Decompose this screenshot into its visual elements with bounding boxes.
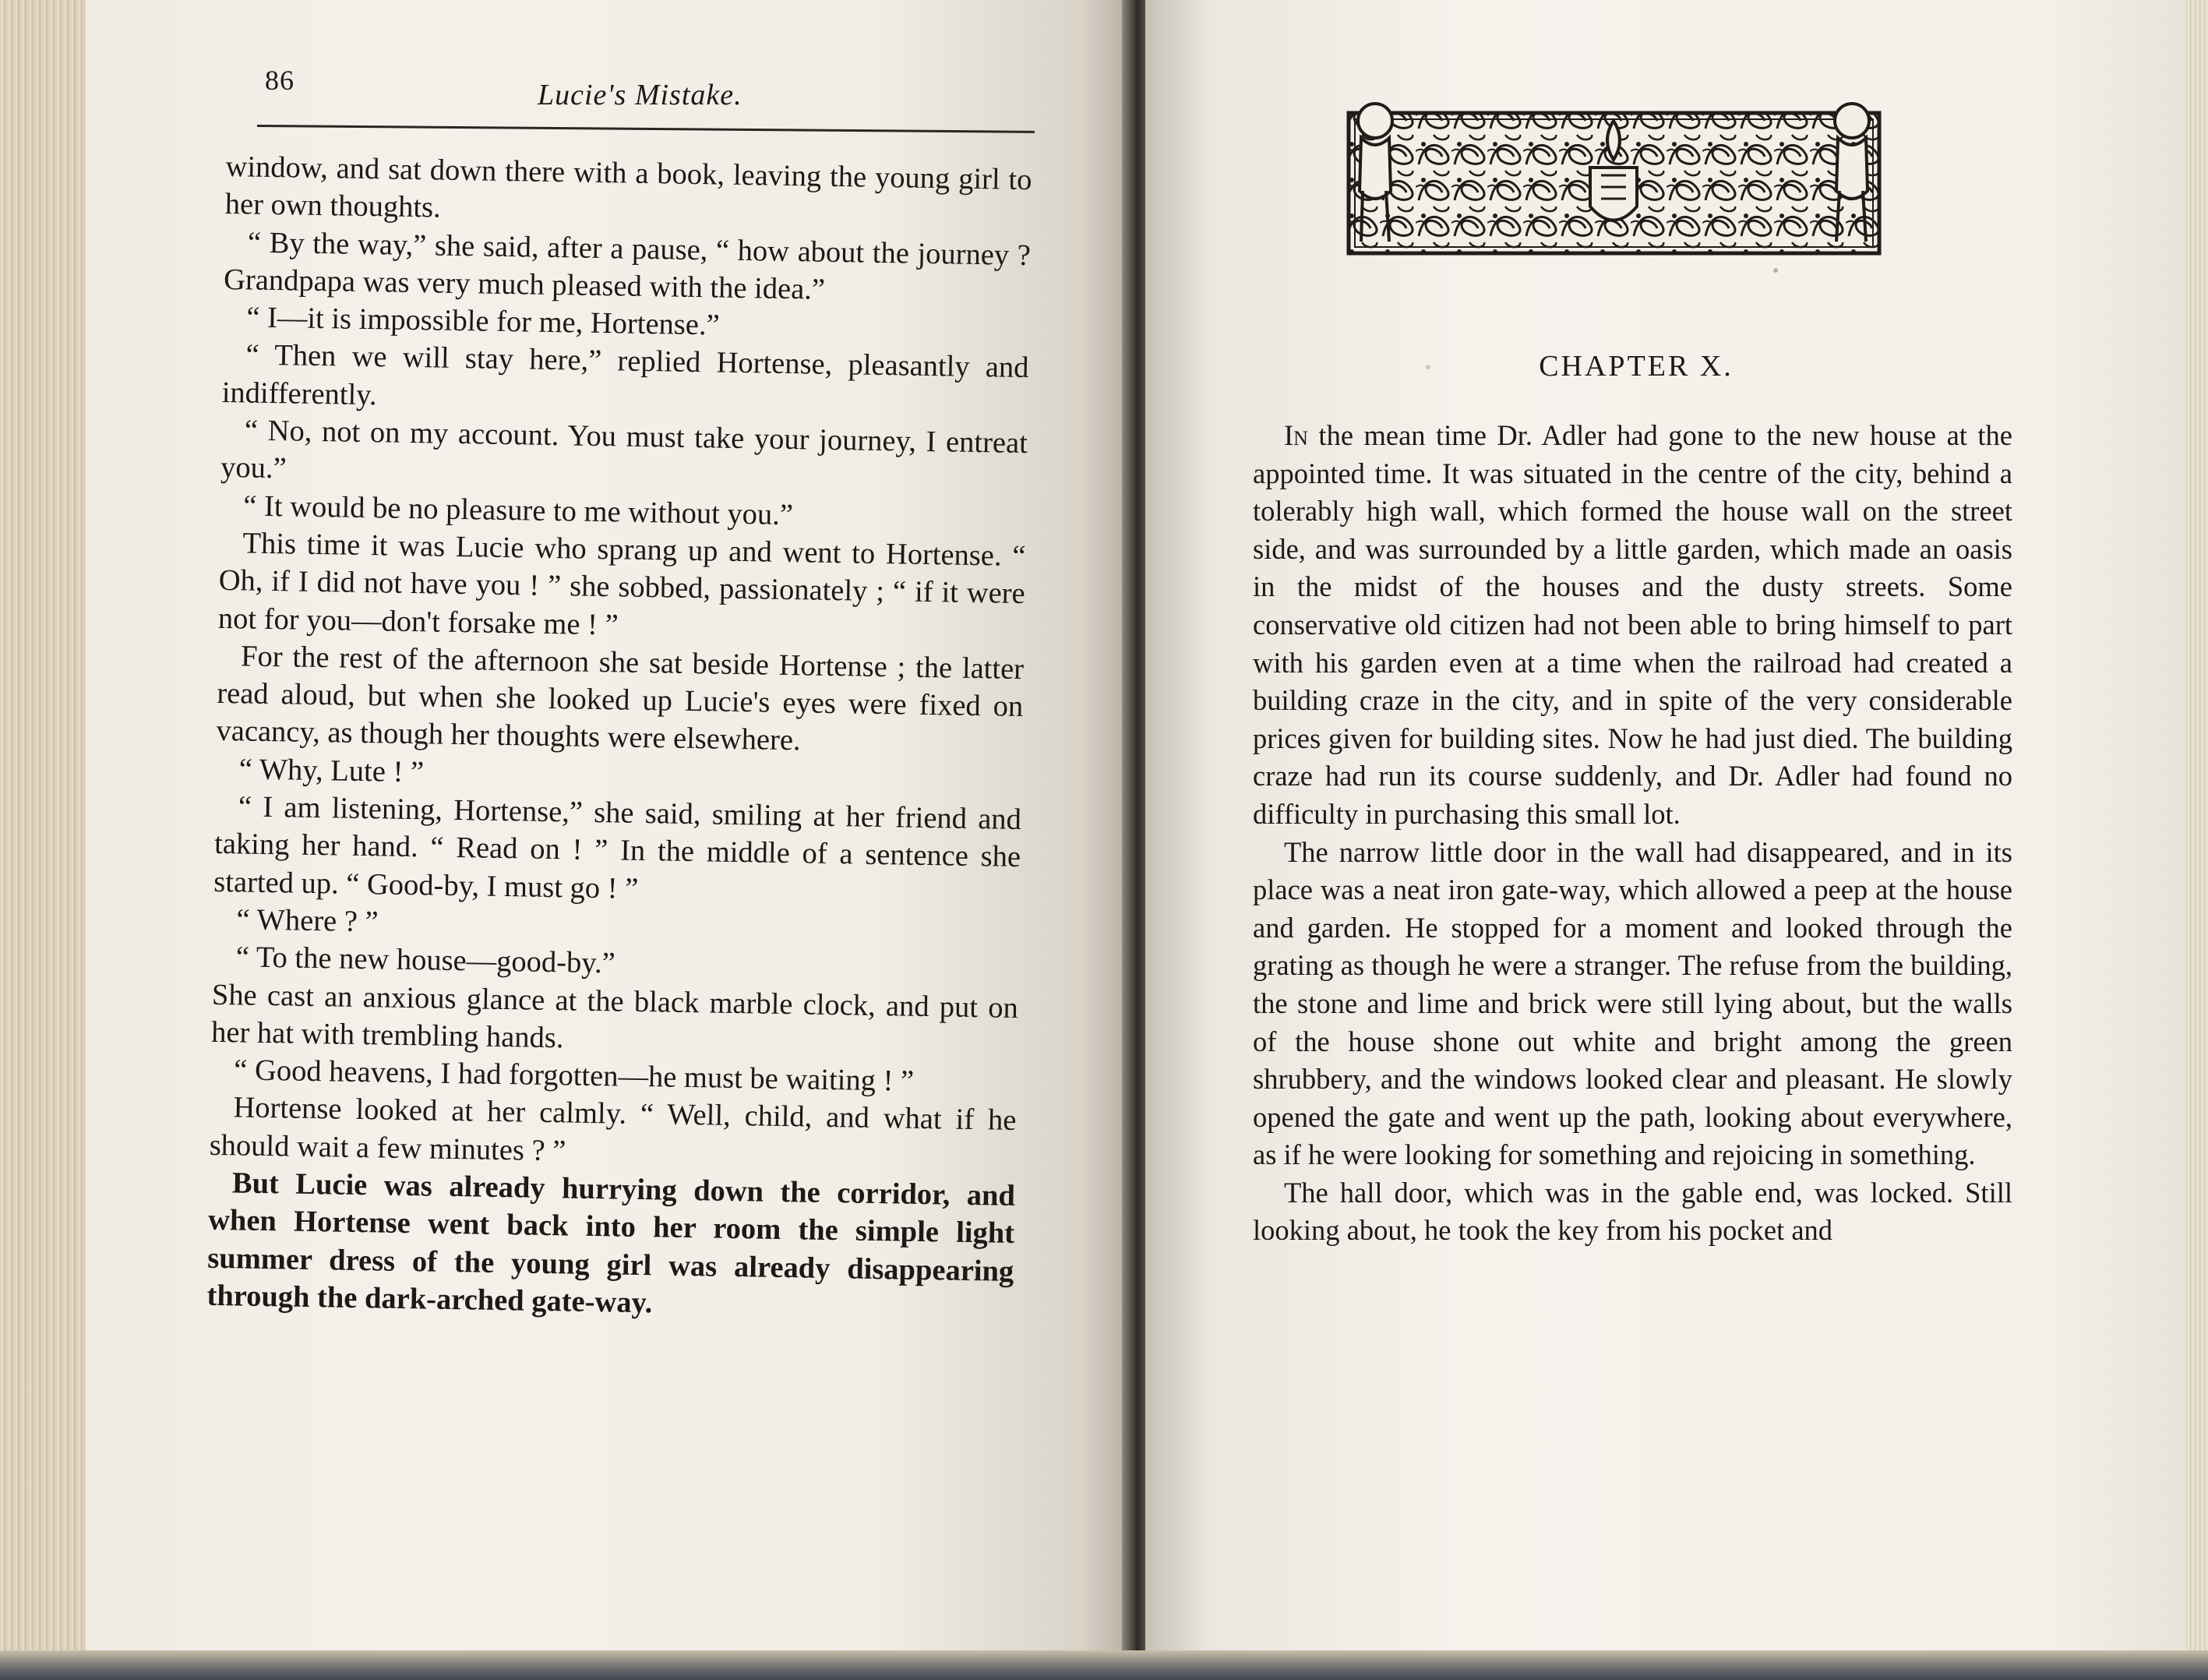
paragraph: Hortense looked at her calmly. “ Well, child, and what if he should wait a few minutes ? ” — [209, 1091, 1017, 1168]
left-page-header — [265, 64, 1036, 118]
paragraph: But Lucie was already hurrying down the corridor, and when Hortense went back into her room the simple light summer dress of the young girl was already disappearing through the dark-arched gate-way. — [206, 1166, 1016, 1320]
paragraph: window, and sat down there with a book, leaving the young girl to her own thoughts. — [224, 150, 1032, 224]
page-number: 86 — [265, 65, 295, 96]
drop-word: In — [1284, 419, 1308, 451]
paragraph: The narrow little door in the wall had disappeared, and in its place was a neat iron gate-way, which allowed a peep at the house and garden. He stopped for a moment and looked through the grating as though he were a stranger. The refuse from the building, the stone and lime and brick were still lying about, but the walls of the house shone out white and bright among the green shrubbery, and the windows looked clear and pleasant. He slowly opened the gate and went up the path, looking about everywhere, as if he were looking for something and rejoicing in something. — [1253, 835, 2012, 1171]
paragraph: “ By the way,” she said, after a pause, “ how about the journey ? Grandpapa was very much pleased with the idea.” — [223, 226, 1032, 306]
left-page-text — [206, 148, 1032, 1328]
right-page-text — [1253, 417, 2012, 1250]
chapter-title: CHAPTER X. — [1539, 350, 1734, 383]
paragraph: She cast an anxious glance at the black marble clock, and put on her hat with trembling hands. — [210, 978, 1019, 1055]
paragraph: “ I—it is impossible for me, Hortense.” — [246, 301, 720, 342]
paragraph: “ No, not on my account. You must take your journey, I entreat you.” — [220, 414, 1028, 485]
paragraph: For the rest of the afternoon she sat beside Hortense ; the latter read aloud, but when she looked up Lucie's eyes were fixed on vacancy, as though her thoughts were elsewhere. — [216, 640, 1025, 757]
ink-speck — [1773, 268, 1778, 273]
paragraph: “ Why, Lute ! ” — [238, 753, 425, 789]
paragraph: “ It would be no pleasure to me without you.” — [243, 489, 794, 531]
running-head: Lucie's Mistake. — [538, 79, 742, 111]
decorative-headpiece-icon — [1344, 97, 1884, 257]
left-page-edges — [0, 0, 93, 1668]
paragraph: The hall door, which was in the gable end, was locked. Still looking about, he took the key from his pocket and — [1253, 1176, 2012, 1247]
paragraph: “ I am listening, Hortense,” she said, smiling at her friend and taking her hand. “ Read on ! ” In the middle of a sentence she started up. “ Good-by, I must go ! ” — [213, 790, 1022, 905]
right-page-edges — [2186, 0, 2208, 1668]
bottom-edge — [0, 1650, 2208, 1680]
paragraph: “ Where ? ” — [236, 903, 379, 939]
paragraph: “ Good heavens, I had forgotten—he must be waiting ! ” — [234, 1054, 915, 1098]
paragraph — [1253, 417, 2012, 834]
paragraph: This time it was Lucie who sprang up and went to Hortense. “ Oh, if I did not have you ! ” she sobbed, passionately ; “ if it were not for you—don't forsake me ! ” — [217, 527, 1026, 641]
paragraph: “ Then we will stay here,” replied Hortense, pleasantly and indifferently. — [221, 338, 1029, 412]
paragraph: “ To the new house—good-by.” — [235, 941, 616, 980]
paragraph-body: the mean time Dr. Adler had gone to the new house at the appointed time. It was situated in the centre of the city, behind a tolerably high wall, which formed the house wall on the street side, and was surrounded by a little garden, which made an oasis in the midst of the houses and the dusty streets. Some conservative old citizen had not been able to bring himself to part with his garden even at a time when the railroad had created a building craze in the city, and in spite of the very considerable prices given for building sites. Now he had just died. The building craze had run its course suddenly, and Dr. Adler had found no difficulty in purchasing this small lot. — [1253, 419, 2012, 830]
